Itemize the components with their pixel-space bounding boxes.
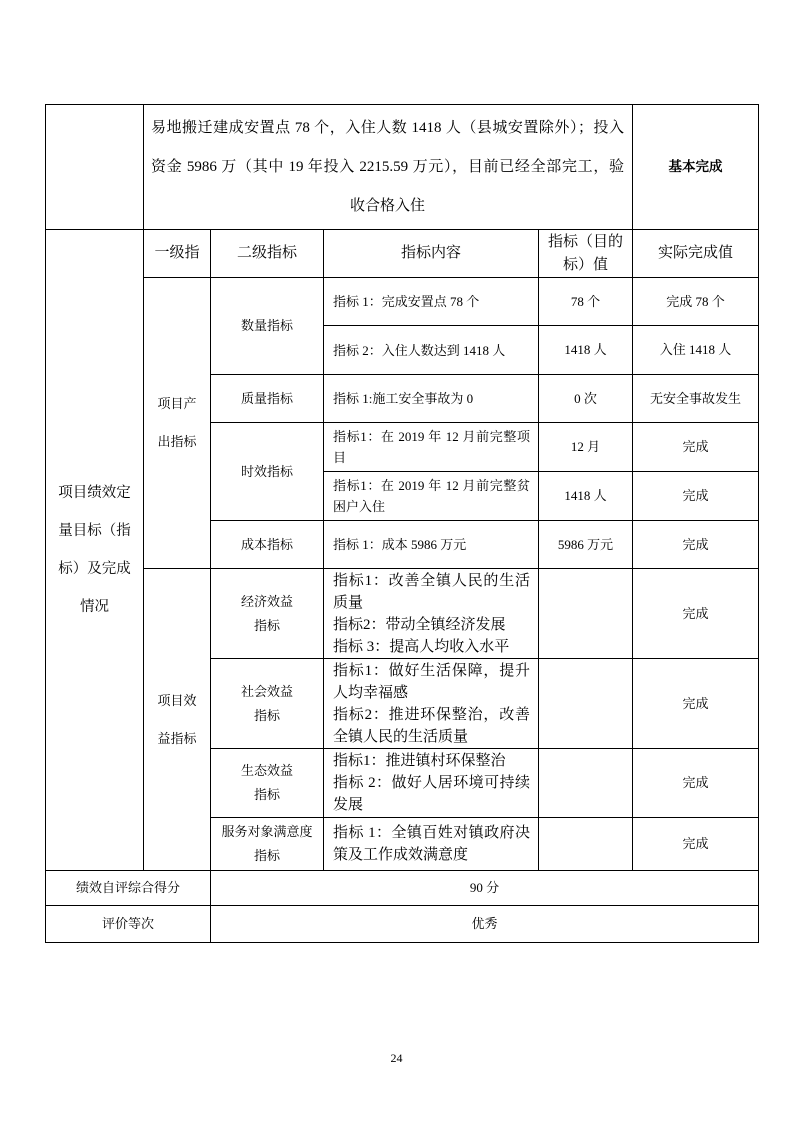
section-label-cell [46, 230, 144, 871]
indicator-actual: 完成 [682, 439, 709, 454]
indicator-actual-cell [633, 472, 759, 521]
indicator-target: 1418 人 [564, 342, 607, 357]
benefit-group-cell [144, 569, 211, 871]
indicator-target-cell [539, 278, 633, 326]
indicator-target-cell [539, 375, 633, 423]
ecological-label: 生态效益指标 [240, 763, 293, 802]
satisfaction-label: 服务对象满意度指标 [221, 824, 313, 863]
indicator-target-cell [539, 659, 633, 749]
indicator-content: 指标1：在 2019 年 12 月前完整贫困户入住 [333, 478, 530, 514]
indicator-actual-cell [633, 659, 759, 749]
indicator-actual: 完成 [682, 695, 709, 711]
score-label-cell [46, 871, 211, 906]
indicator-target: 12 月 [570, 439, 601, 454]
indicator-target-cell [539, 423, 633, 472]
output-group-cell [144, 278, 211, 569]
grade-value-cell [211, 906, 759, 943]
header-content-cell [324, 230, 539, 278]
indicator-target-cell [539, 472, 633, 521]
indicator-actual-cell [633, 818, 759, 871]
indicator-content: 指标1：改善全镇人民的生活质量 [333, 572, 530, 611]
summary-row [46, 105, 759, 230]
summary-line: 资金 5986 万（其中 19 年投入 2215.59 万元），目前已经全部完工，验 [151, 158, 625, 175]
score-value-cell [211, 871, 759, 906]
table-row [46, 278, 759, 326]
header-content: 指标内容 [400, 245, 461, 261]
indicator-content: 指标 1:施工安全事故为 0 [333, 391, 474, 406]
indicator-content-cell [324, 423, 539, 472]
indicator-content: 指标2：带动全镇经济发展 [333, 616, 506, 633]
indicator-actual-cell [633, 423, 759, 472]
summary-status-cell [633, 105, 759, 230]
satisfaction-label-cell [211, 818, 324, 871]
quantity-label-cell [211, 278, 324, 375]
header-level1-cell [144, 230, 211, 278]
indicator-actual: 完成 [682, 488, 709, 503]
indicator-actual-cell [633, 278, 759, 326]
header-actual-cell [633, 230, 759, 278]
indicator-actual-cell [633, 749, 759, 818]
summary-blank-cell [46, 105, 144, 230]
indicator-content: 指标1：做好生活保障，提升人均幸福感 [333, 662, 530, 701]
output-group-label: 项目产出指标 [157, 396, 197, 449]
quality-label: 质量指标 [240, 390, 293, 406]
quality-label-cell [211, 375, 324, 423]
indicator-content: 指标 1：成本 5986 万元 [333, 537, 467, 552]
header-level2: 二级指标 [236, 245, 297, 261]
summary-line: 易地搬迁建成安置点 78 个，入住人数 1418 人（县城安置除外）；投入 [151, 119, 625, 136]
indicator-content-cell [324, 818, 539, 871]
table-row [46, 569, 759, 659]
indicator-content: 指标1：推进镇村环保整治 [333, 753, 506, 769]
indicator-content: 指标 1：全镇百姓对镇政府决策及工作成效满意度 [333, 825, 530, 863]
indicator-actual-cell [633, 569, 759, 659]
grade-row [46, 906, 759, 943]
economic-label: 经济效益指标 [240, 593, 293, 633]
indicator-target: 78 个 [570, 293, 601, 309]
indicator-content-cell [324, 521, 539, 569]
header-target: 指标（目的标）值 [547, 233, 623, 273]
indicator-target: 0 次 [574, 390, 597, 406]
indicator-actual: 无安全事故发生 [650, 390, 742, 406]
cost-label-cell [211, 521, 324, 569]
quantity-label: 数量指标 [240, 318, 293, 333]
indicator-content: 指标 2：做好人居环境可持续发展 [333, 775, 530, 813]
indicator-content-cell [324, 375, 539, 423]
indicator-target-cell [539, 569, 633, 659]
indicator-target-cell [539, 521, 633, 569]
indicator-target-cell [539, 818, 633, 871]
header-level2-cell [211, 230, 324, 278]
summary-line: 收合格入住 [350, 197, 426, 214]
indicator-content-cell [324, 326, 539, 375]
indicator-actual: 完成 [682, 536, 709, 552]
indicator-actual: 完成 78 个 [666, 293, 725, 309]
grade-value: 优秀 [471, 916, 498, 931]
header-target-cell [539, 230, 633, 278]
indicator-content-cell [324, 659, 539, 749]
header-row [46, 230, 759, 278]
benefit-group-label: 项目效益指标 [157, 692, 197, 746]
indicator-actual-cell [633, 375, 759, 423]
indicator-actual-cell [633, 326, 759, 375]
indicator-actual: 入住 1418 人 [659, 342, 732, 357]
indicator-content: 指标 3：提高人均收入水平 [333, 638, 510, 655]
indicator-target-cell [539, 749, 633, 818]
header-level1: 一级指 [154, 245, 200, 261]
indicator-content: 指标1：在 2019 年 12 月前完整项目 [333, 429, 530, 465]
performance-table [45, 104, 759, 943]
social-label: 社会效益指标 [240, 683, 293, 723]
economic-label-cell [211, 569, 324, 659]
summary-description-cell [144, 105, 633, 230]
indicator-target: 1418 人 [564, 488, 607, 503]
score-row [46, 871, 759, 906]
indicator-actual: 完成 [682, 605, 709, 621]
indicator-target: 5986 万元 [557, 536, 614, 552]
indicator-target-cell [539, 326, 633, 375]
indicator-content-cell [324, 472, 539, 521]
indicator-content: 指标2：推进环保整治，改善全镇人民的生活质量 [333, 706, 530, 745]
grade-label: 评价等次 [101, 916, 154, 931]
indicator-content-cell [324, 569, 539, 659]
ecological-label-cell [211, 749, 324, 818]
indicator-actual: 完成 [682, 775, 709, 790]
indicator-actual: 完成 [682, 836, 709, 851]
cost-label: 成本指标 [240, 536, 293, 552]
timeliness-label: 时效指标 [240, 463, 293, 479]
summary-status: 基本完成 [668, 159, 723, 174]
score-label: 绩效自评综合得分 [75, 880, 180, 895]
indicator-content-cell [324, 278, 539, 326]
timeliness-label-cell [211, 423, 324, 521]
indicator-actual-cell [633, 521, 759, 569]
indicator-content-cell [324, 749, 539, 818]
indicator-content: 指标 1：完成安置点 78 个 [333, 294, 480, 309]
social-label-cell [211, 659, 324, 749]
header-actual: 实际完成值 [658, 245, 734, 261]
page-number: 24 [390, 1051, 403, 1065]
indicator-content: 指标 2：入住人数达到 1418 人 [333, 342, 506, 358]
score-value: 90 分 [469, 880, 500, 895]
grade-label-cell [46, 906, 211, 943]
section-label: 项目绩效定量目标（指标）及完成情况 [58, 485, 131, 615]
